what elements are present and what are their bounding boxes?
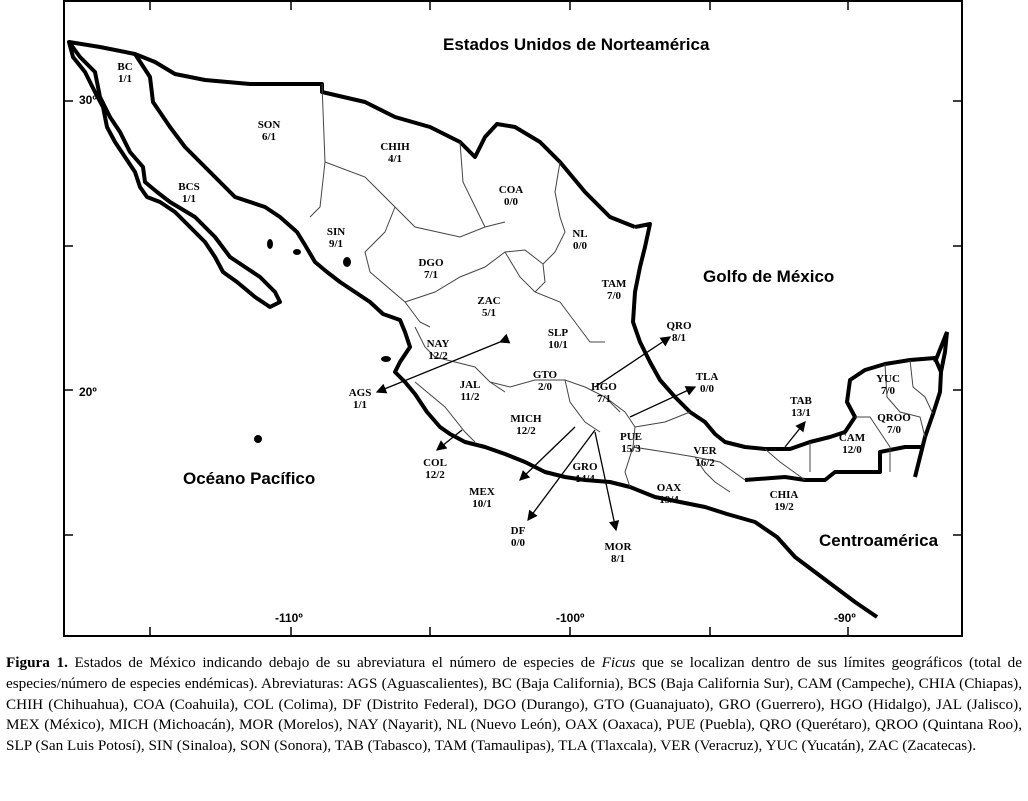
state-bcs: BCS 1/1 xyxy=(178,181,200,205)
state-tab: TAB 13/1 xyxy=(790,395,812,419)
state-mex: MEX 10/1 xyxy=(469,486,495,510)
state-bc: BC 1/1 xyxy=(117,61,133,85)
caption-text-2: que se localizan dentro de sus límites geográficos (total de especies/número de especies endémicas). Abreviaturas: AGS (Aguascalientes), BC (Baja California), BCS (Baja California Sur), CAM (Campeche), CHIA (Chiapas), CHIH (Chihuahua), COA (Coahuila), COL (Colima), DF (Distrito Federal), DGO (Durango), GTO (Guanajuato), GRO (Guerrero), HGO (Hidalgo), JAL (Jalisco), MEX (México), MICH (Michoacán), MOR (Morelos), NAY (Nayarit), NL (Nuevo León), OAX (Oaxaca), PUE (Puebla), QRO (Querétaro), QROO (Quintana Roo), SLP (San Luis Potosí), SIN (Sinaloa), SON (Sonora), TAB (Tabasco), TAM (Tamaulipas), TLA (Tlaxcala), VER (Veracruz), YUC (Yucatán), ZAC (Zacatecas). xyxy=(6,654,1023,755)
map-frame xyxy=(63,0,963,637)
gulf-coast xyxy=(633,224,941,477)
state-sin: SIN 9/1 xyxy=(326,226,346,250)
state-dgo: DGO 7/1 xyxy=(418,257,444,281)
lat-30-label: 30º xyxy=(79,93,97,107)
state-son: SON 6/1 xyxy=(257,119,281,143)
state-qro: QRO 8/1 xyxy=(666,320,692,344)
lon-100-label: -100º xyxy=(556,611,585,625)
state-pue: PUE 15/3 xyxy=(620,431,642,455)
state-qroo: QROO 7/0 xyxy=(877,412,911,436)
caption-text-1: Estados de México indicando debajo de su abreviatura el número de especies de xyxy=(67,654,602,671)
state-chia: CHIA 19/2 xyxy=(769,489,799,513)
lon-90-label: -90º xyxy=(834,611,856,625)
state-nay: NAY 12/2 xyxy=(426,338,450,362)
central-america-label: Centroamérica xyxy=(819,531,939,550)
state-nl: NL 0/0 xyxy=(572,228,588,252)
lon-110-label: -110º xyxy=(275,611,303,625)
state-mich: MICH 12/2 xyxy=(510,413,542,437)
state-tla: TLA 0/0 xyxy=(695,371,719,395)
state-gto: GTO 2/0 xyxy=(532,369,558,393)
caption-genus: Ficus xyxy=(601,654,636,671)
state-zac: ZAC 5/1 xyxy=(477,295,501,319)
pacific-label: Océano Pacífico xyxy=(183,469,316,488)
state-chih: CHIH 4/1 xyxy=(380,141,410,165)
state-df: DF 0/0 xyxy=(510,525,526,549)
state-tam: TAM 7/0 xyxy=(601,278,627,302)
state-hgo: HGO 7/1 xyxy=(591,381,617,405)
state-yuc: YUC 7/0 xyxy=(876,373,900,397)
pointer-arrows xyxy=(377,337,805,530)
state-gro: GRO 14/4 xyxy=(572,461,598,485)
state-coa: COA 0/0 xyxy=(498,184,524,208)
figure-label: Figura 1. xyxy=(6,654,68,671)
state-mor: MOR 8/1 xyxy=(604,541,632,565)
figure-caption xyxy=(6,653,1022,757)
state-ags: AGS 1/1 xyxy=(348,387,372,411)
state-col: COL 12/2 xyxy=(423,457,447,481)
state-ver: VER 16/2 xyxy=(693,445,717,469)
lat-20-label: 20º xyxy=(79,385,97,399)
state-jal: JAL 11/2 xyxy=(459,379,481,403)
gulf-label: Golfo de México xyxy=(703,267,835,286)
state-cam: CAM 12/0 xyxy=(838,432,866,456)
usa-label: Estados Unidos de Norteamérica xyxy=(443,35,710,54)
state-oax: OAX 19/4 xyxy=(656,482,682,506)
state-slp: SLP 10/1 xyxy=(547,327,569,351)
